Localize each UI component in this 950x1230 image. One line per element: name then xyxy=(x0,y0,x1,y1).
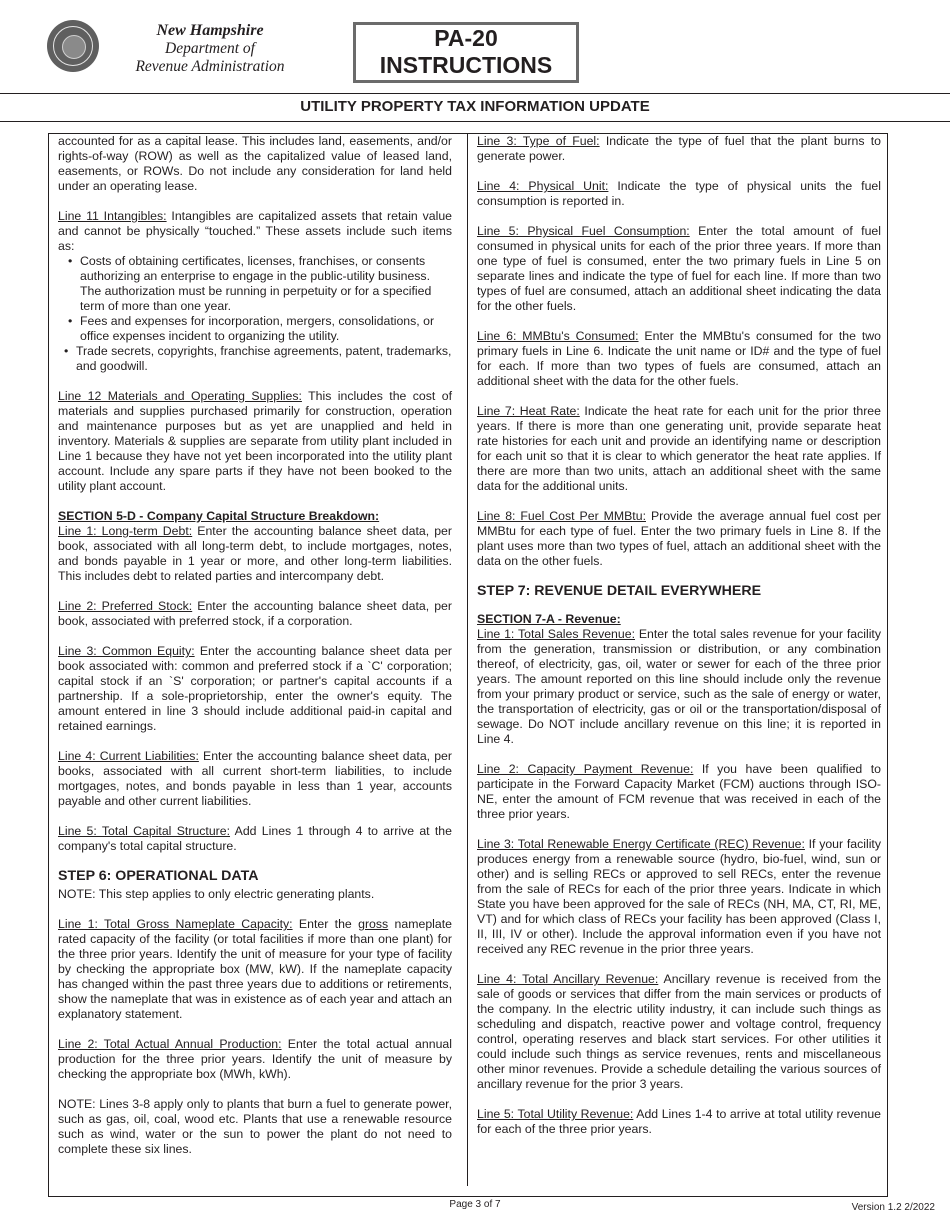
s7-line1-label: Line 1: Total Sales Revenue: xyxy=(477,627,635,641)
paragraph-s5d-line2 xyxy=(58,599,452,629)
s6-line1-label: Line 1: Total Gross Nameplate Capacity: xyxy=(58,917,293,931)
list-item: • Trade secrets, copyrights, franchise agreements, patent, trademarks, and goodwill. xyxy=(76,344,452,374)
s7-line4-text: Ancillary revenue is received from the sale of goods or services that differ from the main services or products of the company. In the electric utility industry, it can include such things as scheduling and dispatch, reactive power and voltage control, frequency control, operating reserves and black start services. For other utilities it could include such things as service revenues, rents and miscellaneous other minor revenues. Provide a schedule detailing the various sources of ancillary revenue for the prior 3 years. xyxy=(477,972,881,1091)
paragraph-line8 xyxy=(477,509,881,569)
step6-note: NOTE: This step applies to only electric generating plants. xyxy=(58,887,375,901)
form-type: INSTRUCTIONS xyxy=(379,52,553,78)
list-item: • Fees and expenses for incorporation, mergers, consolidations, or office expenses incident to organizing the utility. xyxy=(80,314,452,344)
paragraph-s6-line2 xyxy=(58,1037,452,1082)
list-item: • Costs of obtaining certificates, licenses, franchises, or consents authorizing an enterprise to engage in the public-utility business. The authorization must be running in perpetuity or for a specified term of more than one year. xyxy=(80,254,452,314)
line7-label: Line 7: Heat Rate: xyxy=(477,404,580,418)
left-column xyxy=(58,134,452,1172)
capital-lease-text: accounted for as a capital lease. This includes land, easements, and/or rights-of-way (ROW) as well as the capitalized value of leased land, easements, or ROWs. Do not include any consideration for land held under an operating lease. xyxy=(58,134,452,193)
intangibles-list xyxy=(58,254,452,374)
paragraph-s7-line5 xyxy=(477,1107,881,1137)
paragraph-s6-note2: NOTE: Lines 3-8 apply only to plants that burn a fuel to generate power, such as gas, oil, coal, wood etc. Plants that use a renewable resource such as wind, water or the sun to power the plant do not need to complete these six lines. xyxy=(58,1097,452,1156)
line6-label: Line 6: MMBtu's Consumed: xyxy=(477,329,639,343)
section-7a-heading-text: SECTION 7-A - Revenue: xyxy=(477,612,621,626)
section-7a-heading xyxy=(477,612,881,627)
right-column xyxy=(477,134,881,1152)
paragraph-s5d-line3 xyxy=(58,644,452,734)
paragraph-s5d-line4 xyxy=(58,749,452,809)
line12-label: Line 12 Materials and Operating Supplies: xyxy=(58,389,302,403)
s7-line5-label: Line 5: Total Utility Revenue: xyxy=(477,1107,634,1121)
header-rule-top xyxy=(0,93,950,94)
s7-line1-text: Enter the total sales revenue for your facility from the generation, transmission or distribution, or any combination thereof, of electricity, gas, oil, water or sewer for each of the three prior years. The amount reported on this line should include only the revenue from your primary product or service, such as the sale of energy or water, the transportation of electricity, gas or oil or the transportation/disposal of sewage. Do NOT include ancillary revenue on this line; it is reported in Line 4. xyxy=(477,627,881,746)
s5d-line4-label: Line 4: Current Liabilities: xyxy=(58,749,199,763)
paragraph-s7-line4 xyxy=(477,972,881,1092)
agency-line-state: New Hampshire xyxy=(156,22,264,39)
paragraph-line4 xyxy=(477,179,881,209)
paragraph-line12 xyxy=(58,389,452,494)
s7-line3-text: If your facility produces energy from a renewable source (hydro, bio-fuel, wind, sun or other) and is selling RECs or approved to sell RECs, enter the revenue from the sale of RECs for each of the prior three years. Indicate in which State you have been approved for the sale of RECs (NH, MA, CT, RI, ME, VT) and for which class of RECs your facility has been approved (Class I, II, III, IV or other). Include the approval information even if you have not received any REC revenue in the prior three years. xyxy=(477,837,881,956)
paragraph-line11 xyxy=(58,209,452,254)
paragraph-s5d-line1 xyxy=(58,524,452,584)
s5d-line2-text: Enter the accounting balance sheet data, per book, associated with preferred stock, if a corporation. xyxy=(58,599,452,628)
form-code: PA-20 xyxy=(434,25,498,51)
paragraph-capital-lease xyxy=(58,134,452,194)
s5d-line5-label: Line 5: Total Capital Structure: xyxy=(58,824,231,838)
s5d-line3-text: Enter the accounting balance sheet data per book associated with: common and preferred stock if a `C' corporation; capital stock if an `S' corporation; or partner's capital accounts if a partnership. If a sole-proprietorship, enter the owner's equity. The amount entered in line 3 should include additional paid-in capital and retained earnings. xyxy=(58,644,452,733)
paragraph-line3 xyxy=(477,134,881,164)
s7-line3-label: Line 3: Total Renewable Energy Certificate (REC) Revenue: xyxy=(477,837,805,851)
header-rule-bottom xyxy=(0,121,950,122)
agency-line-administration: Revenue Administration xyxy=(135,58,285,75)
line4-label: Line 4: Physical Unit: xyxy=(477,179,609,193)
s5d-line5-text: Add Lines 1 through 4 to arrive at the company's total capital structure. xyxy=(58,824,452,853)
s6-line2-label: Line 2: Total Actual Annual Production: xyxy=(58,1037,282,1051)
s7-line2-label: Line 2: Capacity Payment Revenue: xyxy=(477,762,694,776)
state-seal-icon xyxy=(47,20,99,72)
paragraph-line6 xyxy=(477,329,881,389)
s6-line2-text: Enter the total actual annual production for the three prior years. Identify the unit of measure by checking the appropriate box (MWh, kWh). xyxy=(58,1037,452,1081)
line3-text: Indicate the type of fuel that the plant burns to generate power. xyxy=(477,134,881,163)
line4-text: Indicate the type of physical units the fuel consumption is reported in. xyxy=(477,179,881,208)
s6-line1-gross: gross xyxy=(358,917,389,931)
line5-label: Line 5: Physical Fuel Consumption: xyxy=(477,224,690,238)
paragraph-s7-line1 xyxy=(477,627,881,747)
paragraph-s7-line3 xyxy=(477,837,881,957)
column-divider xyxy=(467,133,468,1186)
line11-text: Intangibles are capitalized assets that retain value and cannot be physically “touched.” These assets include such items as: xyxy=(58,209,453,253)
s7-line4-label: Line 4: Total Ancillary Revenue: xyxy=(477,972,659,986)
line12-text: This includes the cost of materials and supplies purchased primarily for construction, operation and maintenance purposes but as yet are unapplied and held in inventory. Materials & supplies are separate from utility plant included in Line 1 because they have not yet been incorporated into the utility plant account. Include any spare parts if they have not been booked to the utility plant account. xyxy=(58,389,452,493)
s5d-line1-text: Enter the accounting balance sheet data, per book, associated with all long-term debt, to include mortgages, notes, and bonds payable in 1 year or more, and other long-term liabilities. This includes debt to related parties and intercompany debt. xyxy=(58,524,452,583)
page-title: UTILITY PROPERTY TAX INFORMATION UPDATE xyxy=(300,98,650,115)
s6-line1-text: nameplate rated capacity of the facility (or total facilities if more than one plant) for the three prior years. Identify the unit of measure for your type of facility by checking the appropriate box (MW, kW). If the nameplate capacity has changed within the past three years due to additions or retirements, show the nameplate that was in existence as of each year and attach an explanatory statement. xyxy=(58,917,452,1021)
s7-line2-text: If you have been qualified to participate in the Forward Capacity Market (FCM) auctions through ISO-NE, enter the amount of FCM revenue that was received in each of the three prior years. xyxy=(477,762,881,821)
step7-heading: STEP 7: REVENUE DETAIL EVERYWHERE xyxy=(477,583,762,599)
s5d-line4-text: Enter the accounting balance sheet data, per books, associated with all current short-term liabilities, to include mortgages, notes, and bonds payable in less than 1 year, accounts payable and other current liabilities. xyxy=(58,749,452,808)
s5d-line2-label: Line 2: Preferred Stock: xyxy=(58,599,193,613)
paragraph-s5d-line5 xyxy=(58,824,452,854)
line8-text: Provide the average annual fuel cost per MMBtu for each type of fuel. Enter the two primary fuels in Line 8. If the plant uses more than two types of fuel, attach an additional sheet with the data on the other fuels. xyxy=(477,509,881,568)
line3-label: Line 3: Type of Fuel: xyxy=(477,134,600,148)
line7-text: Indicate the heat rate for each unit for the prior three years. If there is more than one generating unit, provide separate heat rate histories for each unit and provide an identifying name or description for each unit so that it is clear to which generator the heat rate applies. If there are more than two units, attach an additional sheet with the same data for the additional units. xyxy=(477,404,881,493)
paragraph-line5 xyxy=(477,224,881,314)
line11-label: Line 11 Intangibles: xyxy=(58,209,167,223)
agency-line-department: Department of xyxy=(165,40,255,57)
line6-text: Enter the MMBtu's consumed for the two primary fuels in Line 6. Indicate the unit name or ID# and the type of fuel for each. If more than two types of fuels are consumed, attach an additional sheet with the data for the other fuels. xyxy=(477,329,881,388)
line5-text: Enter the total amount of fuel consumed in physical units for each of the prior three years. If more than one type of fuel is consumed, enter the two primary fuels in Line 5 on separate lines and indicate the type of fuel for each line. If more than two types of fuel are consumed, attach an additional sheet indicating the data for the other fuels. xyxy=(477,224,881,313)
form-title-box xyxy=(353,22,579,83)
s5d-line3-label: Line 3: Common Equity: xyxy=(58,644,195,658)
version-label: Version 1.2 2/2022 xyxy=(851,1202,935,1213)
section-5d-heading-text: SECTION 5-D - Company Capital Structure Breakdown: xyxy=(58,509,380,523)
page-number: Page 3 of 7 xyxy=(449,1199,501,1210)
paragraph-line7 xyxy=(477,404,881,494)
step6-heading: STEP 6: OPERATIONAL DATA xyxy=(58,868,259,884)
paragraph-s7-line2 xyxy=(477,762,881,822)
paragraph-s6-line1 xyxy=(58,917,452,1022)
line8-label: Line 8: Fuel Cost Per MMBtu: xyxy=(477,509,646,523)
agency-name xyxy=(110,22,310,76)
s6-line1-pre: Enter the xyxy=(292,917,359,931)
s7-line5-text: Add Lines 1-4 to arrive at total utility revenue for each of the three prior years. xyxy=(477,1107,881,1136)
s5d-line1-label: Line 1: Long-term Debt: xyxy=(58,524,193,538)
section-5d-heading xyxy=(58,509,452,524)
